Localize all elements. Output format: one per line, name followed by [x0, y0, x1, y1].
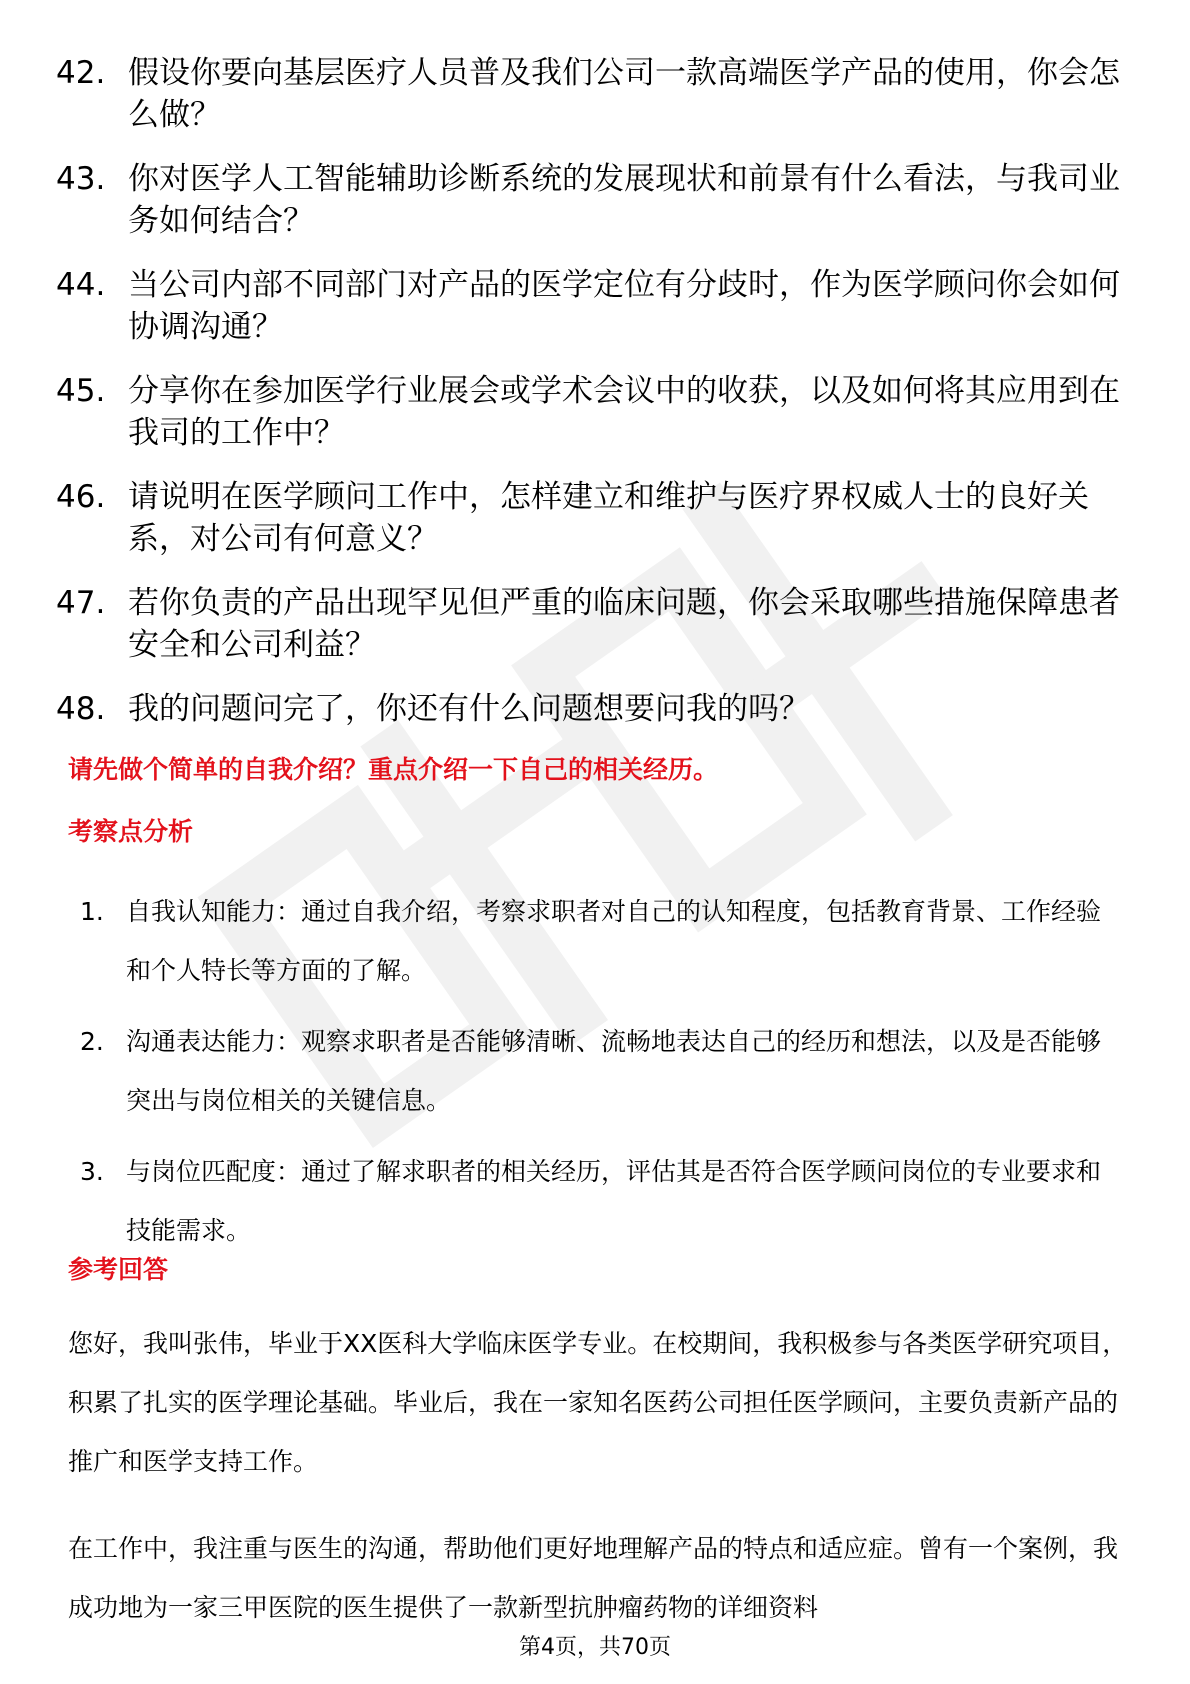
question-text: 若你负责的产品出现罕见但严重的临床问题，你会采取哪些措施保障患者安全和公司利益？	[128, 585, 1120, 663]
analysis-heading: 考察点分析	[68, 817, 194, 846]
highlight-question: 请先做个简单的自我介绍？重点介绍一下自己的相关经历。	[68, 755, 719, 784]
question-item	[56, 476, 1136, 560]
question-text: 我的问题问完了，你还有什么问题想要问我的吗？	[128, 691, 810, 727]
question-number: 46.	[56, 479, 106, 515]
question-item	[56, 158, 1136, 242]
analysis-item	[80, 1012, 1120, 1130]
question-text: 当公司内部不同部门对产品的医学定位有分歧时，作为医学顾问你会如何协调沟通？	[128, 267, 1120, 345]
analysis-item	[80, 1142, 1120, 1260]
page-footer: 第4页，共70页	[519, 1635, 671, 1660]
question-number: 48.	[56, 691, 106, 727]
question-number: 47.	[56, 585, 106, 621]
question-item	[56, 370, 1136, 454]
question-number: 45.	[56, 373, 106, 409]
analysis-number: 3.	[80, 1157, 104, 1186]
question-text: 请说明在医学顾问工作中，怎样建立和维护与医疗界权威人士的良好关系，对公司有何意义？	[128, 479, 1089, 557]
question-item	[56, 582, 1136, 666]
question-text: 分享你在参加医学行业展会或学术会议中的收获，以及如何将其应用到在我司的工作中？	[128, 373, 1120, 451]
reference-paragraph: 您好，我叫张伟，毕业于XX医科大学临床医学专业。在校期间，我积极参与各类医学研究项目，积累了扎实的医学理论基础。毕业后，我在一家知名医药公司担任医学顾问，主要负责新产品的推广和医学支持工作。	[68, 1329, 1128, 1476]
analysis-text: 沟通表达能力：观察求职者是否能够清晰、流畅地表达自己的经历和想法，以及是否能够突出与岗位相关的关键信息。	[126, 1027, 1102, 1115]
question-item	[56, 688, 1136, 730]
reference-heading: 参考回答	[68, 1255, 169, 1284]
analysis-list	[80, 882, 1120, 1272]
analysis-number: 2.	[80, 1027, 104, 1056]
question-number: 44.	[56, 267, 106, 303]
analysis-item	[80, 882, 1120, 1000]
question-item	[56, 52, 1136, 136]
question-item	[56, 264, 1136, 348]
question-number: 42.	[56, 55, 106, 91]
analysis-text: 自我认知能力：通过自我介绍，考察求职者对自己的认知程度，包括教育背景、工作经验和个人特长等方面的了解。	[126, 897, 1102, 985]
question-text: 你对医学人工智能辅助诊断系统的发展现状和前景有什么看法，与我司业务如何结合？	[128, 161, 1120, 239]
analysis-text: 与岗位匹配度：通过了解求职者的相关经历，评估其是否符合医学顾问岗位的专业要求和技能需求。	[126, 1157, 1102, 1245]
reference-paragraph: 在工作中，我注重与医生的沟通，帮助他们更好地理解产品的特点和适应症。曾有一个案例，我成功地为一家三甲医院的医生提供了一款新型抗肿瘤药物的详细资料	[68, 1534, 1119, 1622]
question-number: 43.	[56, 161, 106, 197]
analysis-number: 1.	[80, 897, 104, 926]
question-text: 假设你要向基层医疗人员普及我们公司一款高端医学产品的使用，你会怎么做？	[128, 55, 1120, 133]
question-list	[56, 52, 1136, 752]
